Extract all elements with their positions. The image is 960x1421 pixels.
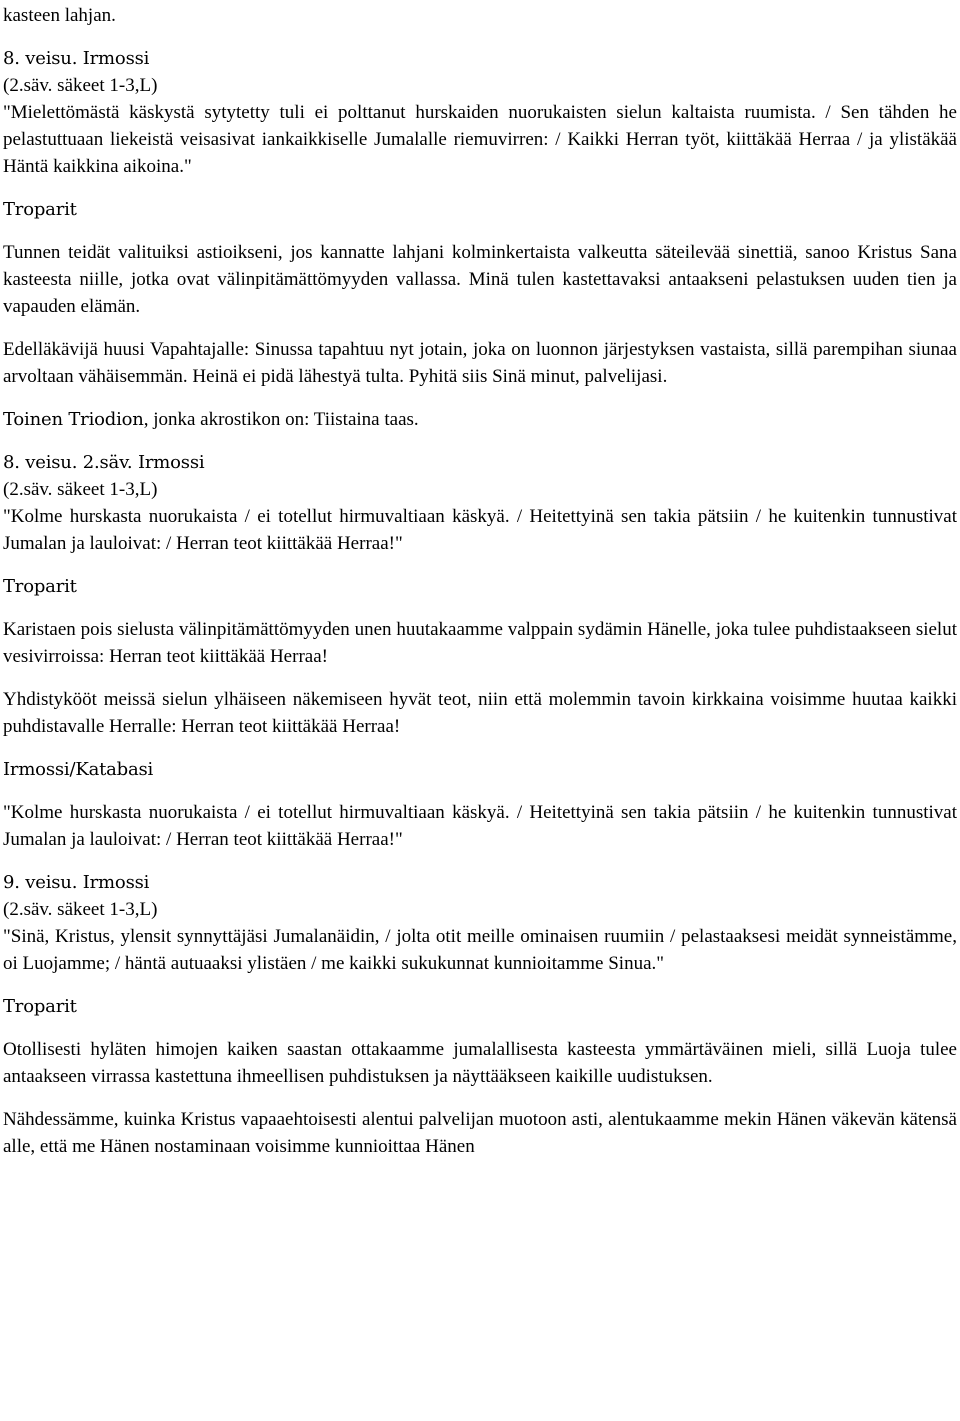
canto9-troparion-2: Nähdessämme, kuinka Kristus vapaaehtoisesti alentui palvelijan muotoon asti, alentukaamme mekin Hänen väkevän kätensä alle, että me Hänen nostaminaan voisimme kunnioittaa Hänen: [3, 1109, 957, 1157]
canto8-second-troparion-1: Karistaen pois sielusta välinpitämättömyyden unen huutakaamme valppain sydämin Hänelle, joka tulee puhdistaakseen sielut vesivirroissa: Herran teot kiittäkää Herraa!: [3, 619, 957, 667]
canto9-tone: (2.säv. säkeet 1-3,L): [3, 899, 158, 920]
canto8-second-troparia-heading: Troparit: [3, 576, 77, 597]
second-triodion-line: [3, 406, 957, 433]
document-page: [3, 2, 957, 1160]
canto9-heading: 9. veisu. Irmossi: [3, 872, 150, 893]
canto9-troparia-heading: Troparit: [3, 996, 77, 1017]
canto8-second-tone: (2.säv. säkeet 1-3,L): [3, 479, 158, 500]
canto9-irmos: "Sinä, Kristus, ylensit synnyttäjäsi Jumalanäidin, / jolta otit meille ominaisen ruumiin / pelastaaksesi meidät synneistämme, oi Luojamme; / häntä autuaaksi ylistäen / me kaikki sukukunnat kunnioitamme Sinua.": [3, 926, 957, 974]
canto8-second-troparion-2: Yhdistykööt meissä sielun ylhäiseen näkemiseen hyvät teot, niin että molemmin tavoin kirkkaina voisimme huutaa kaikki puhdistavalle Herralle: Herran teot kiittäkää Herraa!: [3, 689, 957, 737]
canto8-troparion-1: Tunnen teidät valituiksi astioikseni, jos kannatte lahjani kolminkertaista valkeutta säteilevää sinettiä, sanoo Kristus Sana kasteesta niille, jotka ovat välinpitämättömyyden vallassa. Minä tulen kastettavaksi antaakseni pelastuksen uuden tien ja vapauden elämän.: [3, 242, 957, 317]
canto8-tone: (2.säv. säkeet 1-3,L): [3, 75, 158, 96]
canto8-irmos: "Mielettömästä käskystä sytytetty tuli ei polttanut hurskaiden nuorukaisten sielun kaltaista ruumista. / Sen tähden he pelastuttuaan liekeistä veisasivat iankaikkiselle Jumalalle riemuvirren: / Kaikki Herran työt, kiittäkää Herraa / ja ylistäkää Häntä kaikkina aikoina.": [3, 102, 957, 177]
katabasia-heading: Irmossi/Katabasi: [3, 759, 154, 780]
canto8-troparia-heading: Troparit: [3, 199, 77, 220]
canto8-heading: 8. veisu. Irmossi: [3, 48, 150, 69]
canto8-troparion-2: Edelläkävijä huusi Vapahtajalle: Sinussa tapahtuu nyt jotain, joka on luonnon järjestyksen vastaista, sillä parempihan siunaa arvoltaan vähäisemmän. Heinä ei pidä lähestyä tulta. Pyhitä siis Sinä minut, palvelijasi.: [3, 339, 957, 387]
second-triodion-title: Toinen Triodion: [3, 409, 144, 430]
katabasia-text: "Kolme hurskasta nuorukaista / ei totellut hirmuvaltiaan käskyä. / Heitettyinä sen takia pätsiin / he kuitenkin tunnustivat Jumalan ja lauloivat: / Herran teot kiittäkää Herraa!": [3, 802, 957, 850]
canto9-troparion-1: Otollisesti hyläten himojen kaiken saastan ottakaamme jumalallisesta kasteesta ymmärtäväinen mieli, sillä Luoja tulee antaakseen virrassa kastettuna ihmeellisen puhdistuksen ja näyttääkseen kaikille uudistuksen.: [3, 1039, 957, 1087]
canto8-second-heading: 8. veisu. 2.säv. Irmossi: [3, 452, 205, 473]
intro-line: kasteen lahjan.: [3, 5, 116, 26]
second-triodion-acrostic: , jonka akrostikon on: Tiistaina taas.: [143, 409, 419, 430]
canto8-second-irmos: "Kolme hurskasta nuorukaista / ei totellut hirmuvaltiaan käskyä. / Heitettyinä sen takia pätsiin / he kuitenkin tunnustivat Jumalan ja lauloivat: / Herran teot kiittäkää Herraa!": [3, 506, 957, 554]
